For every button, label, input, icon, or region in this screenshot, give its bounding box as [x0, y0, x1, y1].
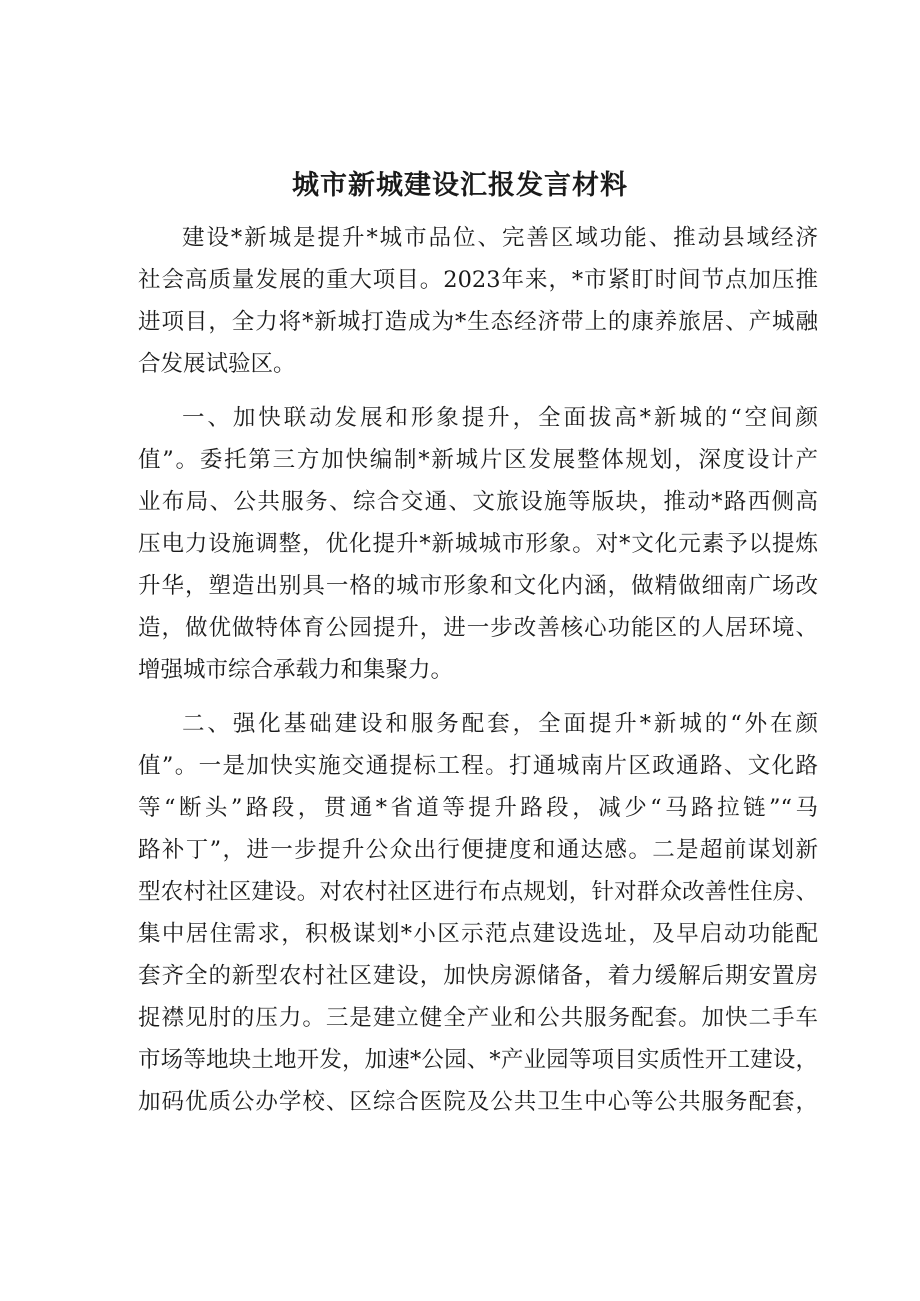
paragraph-2-line: 值”。委托第三方加快编制*新城片区发展整体规划，深度设计产: [138, 447, 818, 473]
paragraph-3-line: 套齐全的新型农村社区建设，加快房源储备，着力缓解后期安置房: [138, 963, 818, 989]
paragraph-2-line: 一、加快联动发展和形象提升，全面拔高*新城的“空间颜: [182, 405, 818, 431]
document-title: 城市新城建设汇报发言材料: [292, 170, 628, 201]
paragraph-2-line: 增强城市综合承载力和集聚力。: [138, 657, 454, 683]
paragraph-1-line: 建设*新城是提升*城市品位、完善区域功能、推动县域经济: [182, 225, 818, 251]
paragraph-2-line: 业布局、公共服务、综合交通、文旅设施等版块，推动*路西侧高: [138, 489, 818, 515]
paragraph-1-line: 进项目，全力将*新城打造成为*生态经济带上的康养旅居、产城融: [138, 309, 818, 335]
paragraph-2-line: 压电力设施调整，优化提升*新城城市形象。对*文化元素予以提炼: [138, 531, 818, 557]
paragraph-1-line: 合发展试验区。: [138, 351, 296, 377]
paragraph-3-line: 捉襟见肘的压力。三是建立健全产业和公共服务配套。加快二手车: [138, 1005, 818, 1031]
paragraph-3-line: 市场等地块土地开发，加速*公园、*产业园等项目实质性开工建设，: [138, 1047, 818, 1073]
paragraph-2-line: 升华，塑造出别具一格的城市形象和文化内涵，做精做细南广场改: [138, 573, 818, 599]
paragraph-3-line: 二、强化基础建设和服务配套，全面提升*新城的“外在颜: [182, 711, 818, 737]
paragraph-3-line: 路补丁”，进一步提升公众出行便捷度和通达感。二是超前谋划新: [138, 837, 818, 863]
paragraph-3-line: 等“断头”路段，贯通*省道等提升路段，减少“马路拉链”“马: [138, 795, 818, 821]
paragraph-3-line: 型农村社区建设。对农村社区进行布点规划，针对群众改善性住房、: [138, 879, 818, 905]
paragraph-3-line: 值”。一是加快实施交通提标工程。打通城南片区政通路、文化路: [138, 753, 818, 779]
paragraph-3-line: 加码优质公办学校、区综合医院及公共卫生中心等公共服务配套，: [138, 1089, 818, 1115]
paragraph-1-line: 社会高质量发展的重大项目。2023年来，*市紧盯时间节点加压推: [138, 267, 818, 293]
paragraph-2-line: 造，做优做特体育公园提升，进一步改善核心功能区的人居环境、: [138, 615, 818, 641]
paragraph-3-line: 集中居住需求，积极谋划*小区示范点建设选址，及早启动功能配: [138, 921, 818, 947]
